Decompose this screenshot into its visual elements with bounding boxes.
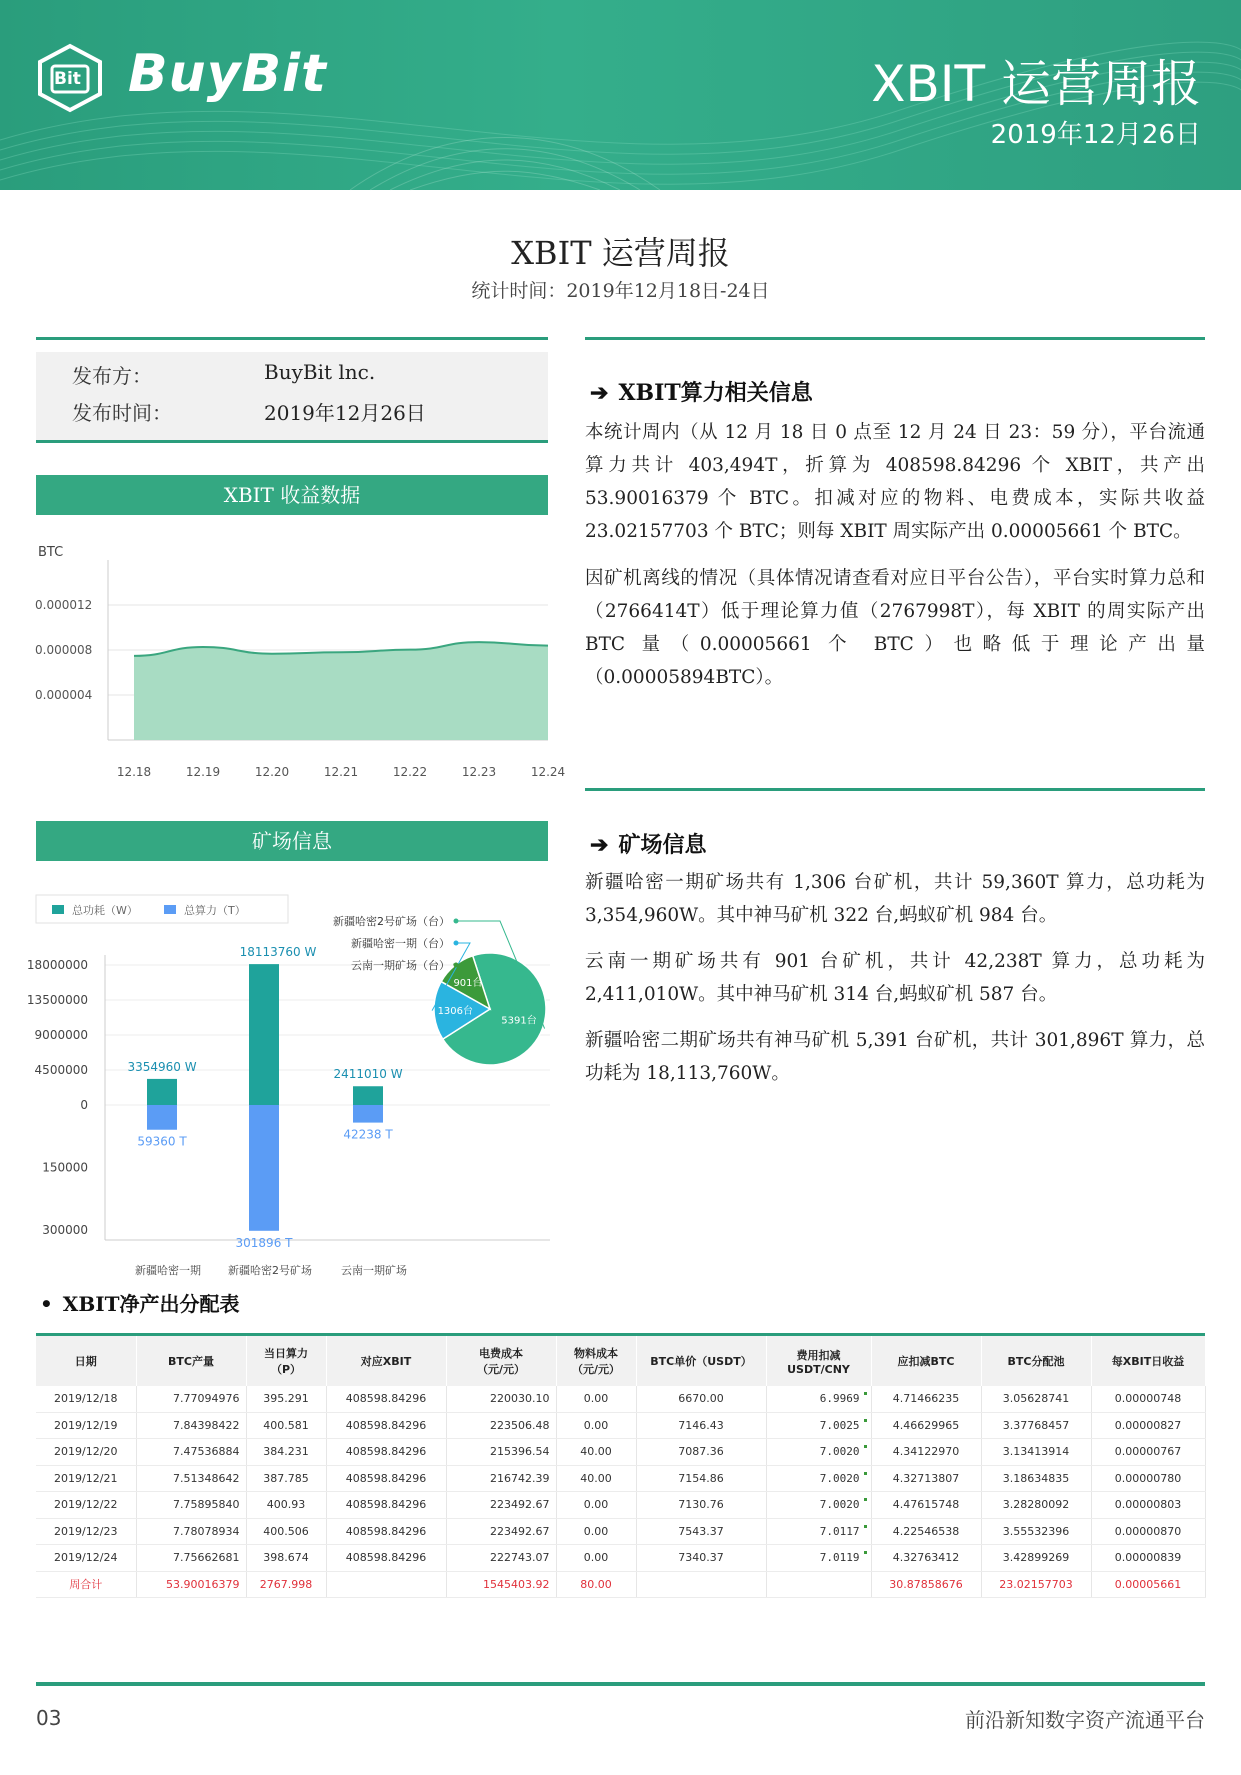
table-cell: 0.00: [556, 1492, 636, 1519]
table-cell: 4.32763412: [871, 1545, 981, 1572]
pie-slice-label: 1306台: [437, 1005, 474, 1017]
publisher-value: BuyBit lnc.: [264, 360, 376, 384]
mine-paragraph-2: 云南一期矿场共有 901 台矿机，共计 42,238T 算力，总功耗为 2,411,010W。其中神马矿机 314 台,蚂蚁矿机 587 台。: [585, 951, 1205, 1005]
table-cell: 3.05628741: [981, 1386, 1091, 1412]
income-panel-header: XBIT 收益数据: [36, 475, 548, 515]
table-cell: 4.47615748: [871, 1492, 981, 1519]
y-tick-label: 13500000: [26, 993, 88, 1007]
table-cell: 7.0119: [766, 1545, 871, 1572]
pie-slice-label: 901台: [453, 978, 483, 990]
table-cell: 1545403.92: [446, 1571, 556, 1598]
table-cell: 6670.00: [636, 1386, 766, 1412]
table-cell: 400.93: [246, 1492, 326, 1519]
page-number: 03: [36, 1706, 62, 1730]
pie-legend-label: 新疆哈密2号矿场（台）: [333, 915, 450, 928]
table-cell: 384.231: [246, 1439, 326, 1466]
mine-paragraph-1: 新疆哈密一期矿场共有 1,306 台矿机，共计 59,360T 算力，总功耗为 3,354,960W。其中神马矿机 322 台,蚂蚁矿机 984 台。: [585, 872, 1205, 926]
bar-power: [147, 1079, 177, 1105]
table-cell: 0.00000748: [1091, 1386, 1205, 1412]
income-area-chart: [30, 530, 566, 780]
table-cell: [636, 1571, 766, 1598]
table-cell: 7146.43: [636, 1412, 766, 1439]
table-cell: 7.78078934: [136, 1518, 246, 1545]
table-header-cell: 当日算力 （P）: [246, 1336, 326, 1386]
table-cell: 7.51348642: [136, 1465, 246, 1492]
pie-legend-dot: [454, 919, 459, 924]
pie-slice-label: 5391台: [501, 1015, 537, 1027]
table-cell: 30.87858676: [871, 1571, 981, 1598]
data-label-power: 2411010 W: [333, 1067, 403, 1082]
y-tick-label: 18000000: [26, 958, 88, 972]
data-label-power: 3354960 W: [127, 1059, 197, 1074]
table-cell: 7.0020: [766, 1465, 871, 1492]
table-cell: 80.00: [556, 1571, 636, 1598]
pie-legend-label: 云南一期矿场（台）: [351, 959, 450, 972]
table-header-cell: 对应XBIT: [326, 1336, 446, 1386]
x-tick-label: 12.21: [323, 765, 359, 779]
table-cell: 周合计: [36, 1571, 136, 1598]
y-axis-label: BTC: [38, 545, 64, 560]
table-cell: 2019/12/24: [36, 1545, 136, 1572]
x-tick-label: 12.24: [530, 765, 566, 779]
table-cell: 2767.998: [246, 1571, 326, 1598]
table-cell: 7.0020: [766, 1439, 871, 1466]
data-label-hashrate: 301896 T: [235, 1235, 293, 1250]
table-cell: 53.90016379: [136, 1571, 246, 1598]
table-cell: 2019/12/23: [36, 1518, 136, 1545]
table-cell: 7.77094976: [136, 1386, 246, 1412]
mine-panel-header: 矿场信息: [36, 821, 548, 861]
table-cell: 400.581: [246, 1412, 326, 1439]
y-tick-label: 150000: [42, 1160, 88, 1175]
mine-bar-pie-chart: [26, 895, 550, 1277]
legend-label-power: 总功耗（W）: [72, 904, 138, 917]
table-cell: 408598.84296: [326, 1518, 446, 1545]
table-cell: 4.46629965: [871, 1412, 981, 1439]
table-cell: 7.0117: [766, 1518, 871, 1545]
arrow-right-icon: ➔: [590, 380, 609, 406]
table-cell: 7340.37: [636, 1545, 766, 1572]
table-row: [36, 1518, 1205, 1545]
area-fill: [134, 642, 548, 740]
table-cell: 3.55532396: [981, 1518, 1091, 1545]
table-cell: 2019/12/20: [36, 1439, 136, 1466]
table-header-cell: 日期: [36, 1336, 136, 1386]
y-tick-label: 0: [80, 1098, 88, 1112]
legend-label-hashrate: 总算力（T）: [184, 904, 246, 917]
table-cell: 400.506: [246, 1518, 326, 1545]
table-row: [36, 1439, 1205, 1466]
table-header-cell: 每XBIT日收益: [1091, 1336, 1205, 1386]
footer-divider: [36, 1682, 1205, 1686]
table-cell: 408598.84296: [326, 1412, 446, 1439]
table-header-row: [36, 1336, 1205, 1386]
y-tick-label: 0.000004: [35, 688, 93, 702]
table-cell: 0.00000780: [1091, 1465, 1205, 1492]
legend-swatch-hashrate: [164, 905, 176, 914]
table-cell: 6.9969: [766, 1386, 871, 1412]
header-banner: [0, 0, 1241, 190]
table-cell: 3.28280092: [981, 1492, 1091, 1519]
publisher-label: 发布方：: [72, 364, 152, 388]
table-row: [36, 1465, 1205, 1492]
table-cell: 215396.54: [446, 1439, 556, 1466]
table-cell: 7087.36: [636, 1439, 766, 1466]
statistics-period: 统计时间：2019年12月18日-24日: [471, 280, 770, 302]
table-row: [36, 1412, 1205, 1439]
table-cell: 7.0025: [766, 1412, 871, 1439]
table-cell: 0.00000767: [1091, 1439, 1205, 1466]
table-cell: 2019/12/22: [36, 1492, 136, 1519]
table-cell: 7.75662681: [136, 1545, 246, 1572]
table-row: [36, 1492, 1205, 1519]
mine-paragraph-3: 新疆哈密二期矿场共有神马矿机 5,391 台矿机，共计 301,896T 算力，总功耗为 18,113,760W。: [585, 1030, 1205, 1084]
publish-time-value: 2019年12月26日: [264, 401, 426, 425]
table-cell: 0.00000803: [1091, 1492, 1205, 1519]
table-cell: 0.00: [556, 1386, 636, 1412]
table-cell: 7130.76: [636, 1492, 766, 1519]
publisher-box: [36, 352, 548, 440]
header-date: 2019年12月26日: [990, 120, 1201, 150]
data-label-power: 18113760 W: [239, 945, 317, 960]
bar-hashrate: [353, 1105, 383, 1123]
table-header-cell: 应扣减BTC: [871, 1336, 981, 1386]
table-cell: 7.0020: [766, 1492, 871, 1519]
data-label-hashrate: 42238 T: [343, 1127, 393, 1142]
table-cell: 4.34122970: [871, 1439, 981, 1466]
table-cell: 0.00000839: [1091, 1545, 1205, 1572]
divider: [585, 337, 1205, 340]
cell-marker-icon: [864, 1419, 867, 1422]
table-title: • XBIT净产出分配表: [40, 1292, 240, 1316]
table-cell: 3.13413914: [981, 1439, 1091, 1466]
pie-legend-label: 新疆哈密一期（台）: [351, 937, 450, 950]
distribution-table: [36, 1336, 1206, 1598]
table-cell: 7.75895840: [136, 1492, 246, 1519]
divider: [585, 788, 1205, 791]
table-cell: 7154.86: [636, 1465, 766, 1492]
table-cell: 2019/12/21: [36, 1465, 136, 1492]
table-cell: 0.00005661: [1091, 1571, 1205, 1598]
table-cell: [326, 1571, 446, 1598]
table-cell: 408598.84296: [326, 1465, 446, 1492]
x-tick-label: 12.19: [185, 765, 221, 779]
buybit-logo-icon: [36, 44, 104, 112]
table-cell: 408598.84296: [326, 1545, 446, 1572]
table-cell: 2019/12/18: [36, 1386, 136, 1412]
table-cell: 40.00: [556, 1439, 636, 1466]
table-header-cell: BTC单价（USDT）: [636, 1336, 766, 1386]
table-cell: 3.37768457: [981, 1412, 1091, 1439]
table-cell: 408598.84296: [326, 1439, 446, 1466]
table-cell: 7.84398422: [136, 1412, 246, 1439]
x-tick-label: 12.20: [254, 765, 290, 779]
y-tick-label: 9000000: [34, 1028, 88, 1042]
bar-hashrate: [249, 1105, 279, 1231]
page-title: XBIT 运营周报: [511, 234, 730, 272]
table-header-cell: 物料成本 （元/元）: [556, 1336, 636, 1386]
cell-marker-icon: [864, 1498, 867, 1501]
hash-paragraph-2: 因矿机离线的情况（具体情况请查看对应日平台公告），平台实时算力总和（2766414T）低于理论算力值（2767998T），每 XBIT 的周实际产出 BTC 量（0.00005661 个 BTC）也略低于理论产出量（0.00005894BTC）。: [585, 568, 1205, 688]
table-header-cell: 电费成本 （元/元）: [446, 1336, 556, 1386]
publish-time-label: 发布时间：: [72, 401, 172, 425]
y-tick-label: 300000: [42, 1223, 88, 1237]
legend-swatch-power: [52, 905, 64, 914]
y-tick-label: 4500000: [34, 1063, 88, 1077]
cell-marker-icon: [864, 1472, 867, 1475]
data-label-hashrate: 59360 T: [137, 1134, 187, 1149]
table-cell: 223492.67: [446, 1518, 556, 1545]
table-cell: 0.00: [556, 1518, 636, 1545]
bullet-icon: •: [40, 1292, 53, 1316]
x-tick-label: 12.22: [392, 765, 428, 779]
header-title: XBIT 运营周报: [871, 55, 1201, 113]
table-cell: 223492.67: [446, 1492, 556, 1519]
x-tick-label: 12.23: [461, 765, 497, 779]
cell-marker-icon: [864, 1445, 867, 1448]
brand-name: BuyBit: [128, 44, 327, 104]
footer-slogan: 前沿新知数字资产流通平台: [965, 1708, 1205, 1732]
table-cell: 220030.10: [446, 1386, 556, 1412]
table-cell: 222743.07: [446, 1545, 556, 1572]
logo-text: Bit: [54, 69, 81, 89]
table-row: [36, 1386, 1205, 1412]
table-cell: 40.00: [556, 1465, 636, 1492]
table-cell: 408598.84296: [326, 1492, 446, 1519]
table-cell: [766, 1571, 871, 1598]
table-header-cell: BTC分配池: [981, 1336, 1091, 1386]
table-row: [36, 1545, 1205, 1572]
table-cell: 223506.48: [446, 1412, 556, 1439]
table-cell: 0.00: [556, 1412, 636, 1439]
pie-legend-dot: [454, 941, 459, 946]
cell-marker-icon: [864, 1551, 867, 1554]
table-cell: 387.785: [246, 1465, 326, 1492]
cell-marker-icon: [864, 1392, 867, 1395]
table-cell: 216742.39: [446, 1465, 556, 1492]
divider: [36, 440, 548, 443]
table-cell: 395.291: [246, 1386, 326, 1412]
x-tick-label: 新疆哈密2号矿场: [228, 1264, 312, 1277]
table-cell: 408598.84296: [326, 1386, 446, 1412]
mine-section-heading: ➔ 矿场信息: [590, 832, 707, 858]
arrow-right-icon: ➔: [590, 832, 609, 858]
table-cell: 0.00: [556, 1545, 636, 1572]
table-cell: 0.00000827: [1091, 1412, 1205, 1439]
table-total-row: [36, 1571, 1205, 1598]
x-tick-label: 12.18: [116, 765, 152, 779]
table-cell: 4.71466235: [871, 1386, 981, 1412]
bar-hashrate: [147, 1105, 177, 1130]
hash-section-heading: ➔ XBIT算力相关信息: [590, 380, 813, 406]
table-cell: 4.22546538: [871, 1518, 981, 1545]
table-cell: 23.02157703: [981, 1571, 1091, 1598]
x-tick-label: 云南一期矿场: [341, 1264, 407, 1277]
table-cell: 4.32713807: [871, 1465, 981, 1492]
bar-power: [353, 1086, 383, 1105]
table-cell: 7543.37: [636, 1518, 766, 1545]
table-cell: 398.674: [246, 1545, 326, 1572]
table-cell: 3.42899269: [981, 1545, 1091, 1572]
x-tick-label: 新疆哈密一期: [135, 1264, 201, 1277]
cell-marker-icon: [864, 1525, 867, 1528]
table-cell: 7.47536884: [136, 1439, 246, 1466]
table-cell: 2019/12/19: [36, 1412, 136, 1439]
hash-paragraph-1: 本统计周内（从 12 月 18 日 0 点至 12 月 24 日 23：59 分），平台流通算力共计 403,494T，折算为 408598.84296 个 XBIT，共产出 53.90016379 个 BTC。扣减对应的物料、电费成本，实际共收益 23.02157703 个 BTC；则每 XBIT 周实际产出 0.00005661 个 BTC。: [585, 422, 1205, 542]
bar-power: [249, 964, 279, 1105]
table-cell: 0.00000870: [1091, 1518, 1205, 1545]
pie-legend-dot: [454, 963, 459, 968]
table-cell: 3.18634835: [981, 1465, 1091, 1492]
divider: [36, 337, 548, 340]
table-header-cell: 费用扣减 USDT/CNY: [766, 1336, 871, 1386]
y-tick-label: 0.000008: [35, 643, 93, 657]
table-header-cell: BTC产量: [136, 1336, 246, 1386]
y-tick-label: 0.000012: [35, 598, 93, 612]
